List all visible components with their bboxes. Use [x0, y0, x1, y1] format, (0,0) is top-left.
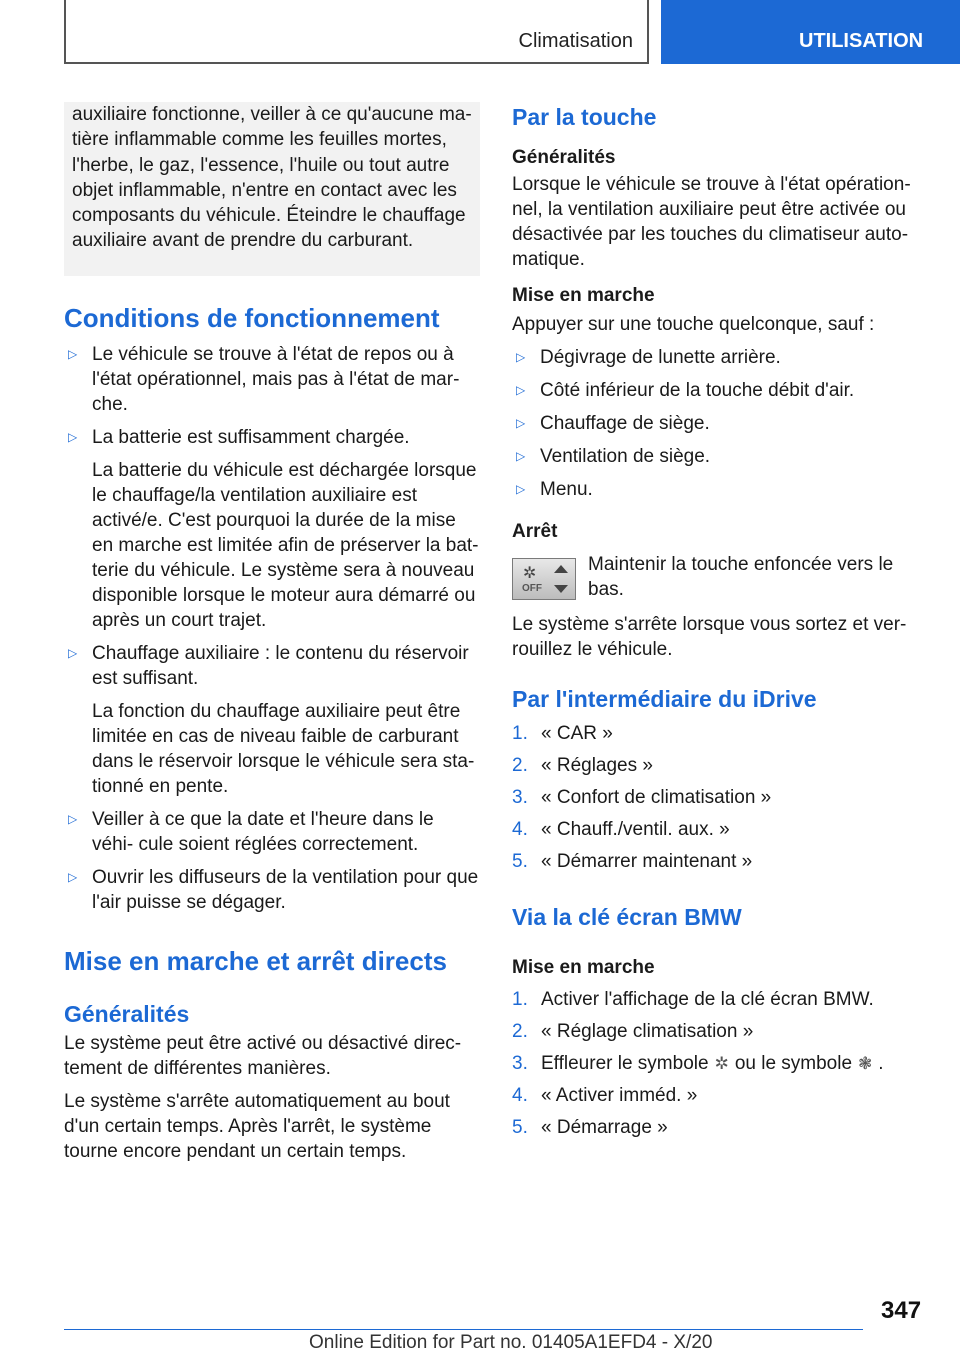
warning-line: objet inflammable, n'entre en contact avec les	[72, 179, 457, 201]
list-item-text: Ouvrir les diffuseurs de la ventilation pour que l'air puisse se dégager.	[92, 866, 479, 913]
direct-subheading: Généralités	[64, 1000, 190, 1027]
key-heading: Via la clé écran BMW	[512, 904, 742, 930]
list-item: 4. « Activer imméd. »	[512, 1085, 698, 1106]
key-steps	[512, 987, 912, 1140]
touch-off-note: Le système s'arrête lorsque vous sortez et ver- rouillez le véhicule.	[512, 614, 907, 660]
conditions-heading: Conditions de fonctionnement	[64, 302, 440, 333]
triangle-right-icon: ▷	[516, 482, 526, 496]
list-item: 1. Activer l'affichage de la clé écran BMW.	[512, 989, 874, 1010]
conditions-list	[64, 342, 480, 915]
idrive-steps	[512, 721, 912, 874]
triangle-right-icon: ▷	[516, 416, 526, 430]
page-number: 347	[881, 1297, 922, 1324]
list-item-text: Dégivrage de lunette arrière.	[540, 347, 781, 368]
exception-list	[512, 345, 912, 502]
footer-edition: Online Edition for Part no. 01405A1EFD4 - X/20	[309, 1332, 713, 1353]
list-item-detail: La batterie du véhicule est déchargée lorsque le chauffage/la ventilation auxiliaire est activé/e. C'est pourquoi la durée de la mise en marche est limitée afin de préserver la bat- terie du véhicule. Le système sera à nouveau disponible lorsque le moteur aura démarré ou après un court trajet.	[92, 459, 479, 631]
step-text: Activer l'affichage de la clé écran BMW.	[541, 989, 874, 1010]
touch-off-text: Maintenir la touche enfoncée vers le bas.	[588, 554, 894, 600]
list-item: 2. « Réglages »	[512, 755, 653, 776]
section-title: Climatisation	[518, 30, 633, 52]
triangle-right-icon: ▷	[68, 429, 78, 444]
list-item	[64, 865, 480, 915]
touch-off-label: Arrêt	[512, 521, 558, 542]
warning-line: auxiliaire fonctionne, veiller à ce qu'aucune ma-	[72, 104, 472, 125]
arrow-up-icon	[554, 565, 568, 573]
list-item-detail: La fonction du chauffage auxiliaire peut être limitée en cas de niveau faible de carburant dans le réservoir lorsque le véhicule sera sta- tionné en pente.	[92, 700, 475, 797]
list-item	[512, 378, 912, 403]
list-item-text: Chauffage auxiliaire : le contenu du réservoir est suffisant.	[92, 642, 469, 689]
triangle-right-icon: ▷	[516, 449, 526, 463]
step-text: « Démarrer maintenant »	[541, 851, 753, 872]
triangle-right-icon: ▷	[516, 350, 526, 364]
step-text: ou le symbole	[734, 1053, 853, 1074]
list-item: 5. « Démarrage »	[512, 1117, 668, 1138]
list-item	[64, 641, 480, 799]
list-item	[512, 411, 912, 436]
list-item	[512, 444, 912, 469]
list-item-text: Menu.	[540, 479, 593, 500]
step-text: « Réglage climatisation »	[541, 1021, 754, 1042]
step-text: .	[878, 1053, 884, 1074]
right-column	[512, 102, 912, 1140]
list-item-text: Côté inférieur de la touche débit d'air.	[540, 380, 855, 401]
list-item: 1. « CAR »	[512, 723, 613, 744]
touch-general-text: Lorsque le véhicule se trouve à l'état opération- nel, la ventilation auxiliaire peut être activée ou désactivée par les touches du climatiseur auto- matique.	[512, 174, 911, 270]
list-item-text: Ventilation de siège.	[540, 446, 711, 467]
idrive-heading: Par l'intermédiaire du iDrive	[512, 686, 817, 712]
warning-line: composants du véhicule. Éteindre le chauffage	[72, 205, 466, 227]
triangle-right-icon: ▷	[516, 383, 526, 397]
list-item: 2. « Réglage climatisation »	[512, 1021, 754, 1042]
key-on-label: Mise en marche	[512, 957, 655, 978]
list-item	[512, 477, 912, 502]
arrow-down-icon	[554, 585, 568, 593]
step-text: « Activer imméd. »	[541, 1085, 698, 1106]
fan-icon: ✲	[714, 1054, 729, 1073]
header-frame	[64, 0, 649, 64]
off-key-label: OFF	[522, 583, 542, 594]
footer-rule	[64, 1329, 863, 1330]
touch-on-label: Mise en marche	[512, 285, 655, 306]
off-instruction	[512, 552, 912, 602]
warning-line: l'herbe, le gaz, l'essence, l'huile ou tout autre	[72, 154, 450, 176]
direct-heading: Mise en marche et arrêt directs	[64, 945, 447, 976]
list-item-text: Le véhicule se trouve à l'état de repos ou à l'état opérationnel, mais pas à l'état de mar- che.	[92, 343, 460, 415]
fan-off-key-illustration	[512, 558, 576, 600]
warning-box	[64, 102, 480, 276]
list-item: 4. « Chauff./ventil. aux. »	[512, 819, 730, 840]
list-item: 3. Effleurer le symbole ✲ ou le symbole ❃ .	[512, 1053, 884, 1074]
list-item-text: Veiller à ce que la date et l'heure dans le véhi- cule soient réglées correctement.	[92, 808, 434, 855]
triangle-right-icon: ▷	[68, 645, 78, 660]
touch-general-label: Généralités	[512, 147, 616, 168]
list-item	[512, 345, 912, 370]
step-text: « Chauff./ventil. aux. »	[541, 819, 730, 840]
touch-on-text: Appuyer sur une touche quelconque, sauf :	[512, 314, 875, 335]
list-item	[64, 807, 480, 857]
list-item	[64, 342, 480, 417]
touch-heading: Par la touche	[512, 104, 657, 130]
triangle-right-icon: ▷	[68, 869, 78, 884]
chapter-tab-label: UTILISATION	[799, 30, 924, 52]
list-item-text: La batterie est suffisamment chargée.	[92, 426, 410, 448]
list-item: 3. « Confort de climatisation »	[512, 787, 772, 808]
list-item: 5. « Démarrer maintenant »	[512, 851, 753, 872]
step-text: Effleurer le symbole	[541, 1053, 709, 1074]
list-item-text: Chauffage de siège.	[540, 413, 710, 434]
warning-line: tière inflammable comme les feuilles mortes,	[72, 129, 447, 151]
list-item	[64, 425, 480, 633]
direct-paragraph-1: Le système peut être activé ou désactivé direc- tement de différentes manières.	[64, 1032, 462, 1079]
fan-icon: ✲	[523, 565, 537, 582]
triangle-right-icon: ▷	[68, 811, 78, 826]
left-column	[64, 102, 480, 1164]
fan-heat-icon: ❃	[858, 1054, 873, 1073]
step-text: « Réglages »	[541, 755, 653, 776]
step-text: « CAR »	[541, 723, 613, 744]
step-text: « Démarrage »	[541, 1117, 668, 1138]
warning-line: auxiliaire avant de prendre du carburant.	[72, 230, 414, 252]
step-text: « Confort de climatisation »	[541, 787, 772, 808]
triangle-right-icon: ▷	[68, 346, 78, 361]
chapter-tab	[661, 0, 960, 64]
direct-paragraph-2: Le système s'arrête automatiquement au bout d'un certain temps. Après l'arrêt, le système tourne encore pendant un certain temps.	[64, 1090, 450, 1162]
